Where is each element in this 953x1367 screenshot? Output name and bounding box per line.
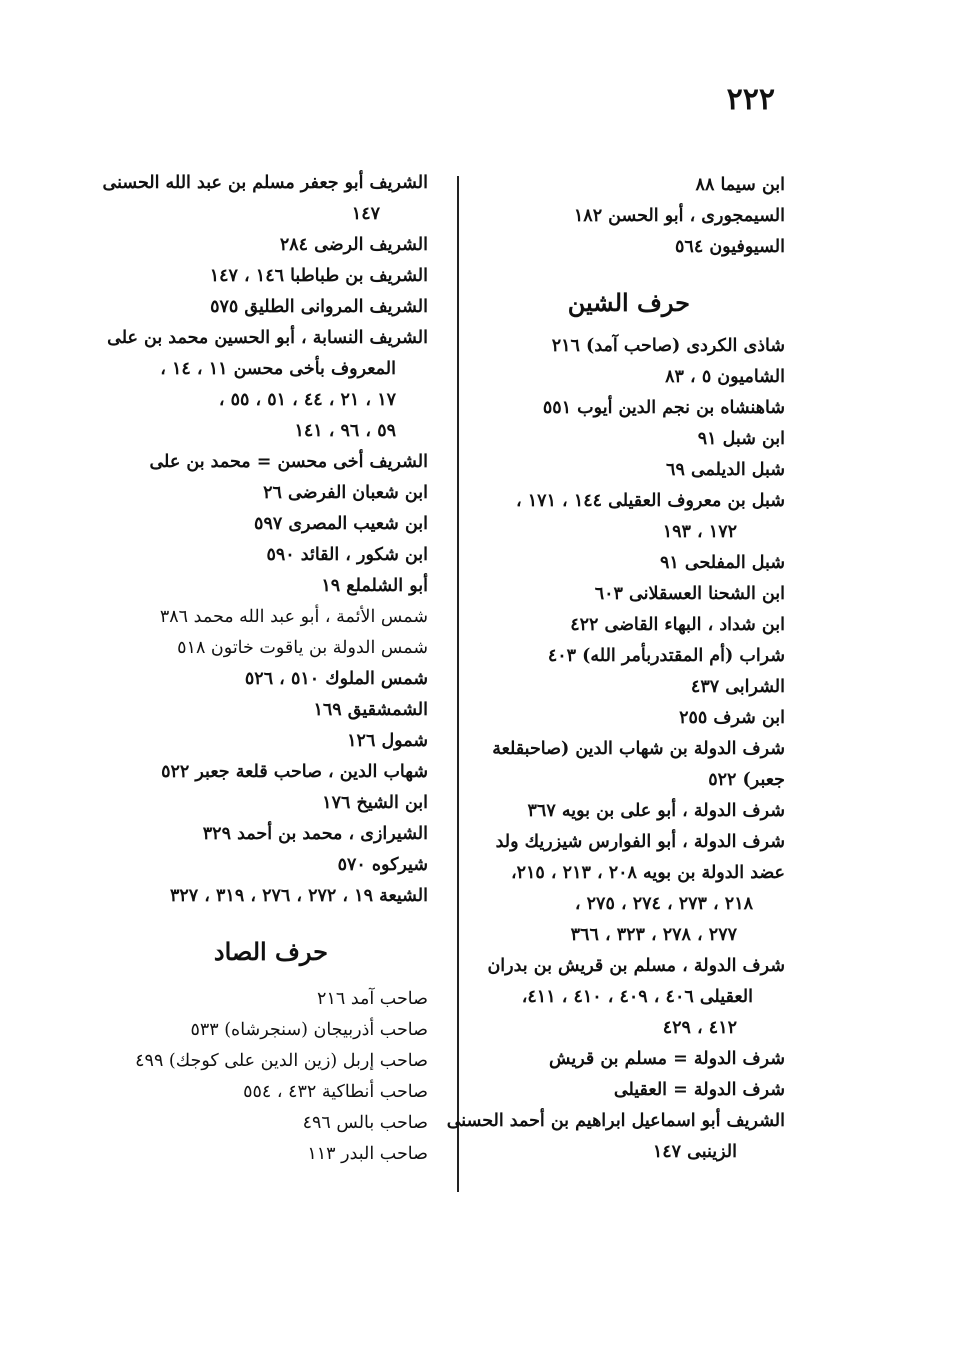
index-entry-continuation: عضد الدولة بن بويه ٢٠٨ ، ٢١٣ ، ٢١٥، bbox=[510, 863, 785, 883]
index-entry: الشريف أبو اسماعيل ابراهيم بن أحمد الحسنى bbox=[446, 1111, 785, 1131]
index-entry: شمول ١٢٦ bbox=[347, 731, 428, 751]
index-entry: صاحب البدر ١١٣ bbox=[307, 1144, 428, 1164]
index-entry-continuation: ١٤٧ bbox=[351, 204, 380, 224]
index-entry: الشريف الرضى ٢٨٤ bbox=[279, 235, 428, 255]
index-entry: الشيعة ١٩ ، ٢٧٢ ، ٢٧٦ ، ٣١٩ ، ٣٢٧ bbox=[169, 886, 428, 906]
index-entry: ابن شداد ، البهاء القاضى ٤٢٢ bbox=[570, 615, 785, 635]
index-entry: شبل بن معروف العقيلى ١٤٤ ، ١٧١ ، bbox=[516, 491, 785, 511]
index-entry-continuation: العقيلى ٤٠٦ ، ٤٠٩ ، ٤١٠ ، ٤١١، bbox=[521, 987, 753, 1007]
index-entry-continuation: ٢٧٧ ، ٢٧٨ ، ٣٢٣ ، ٣٦٦ bbox=[570, 925, 737, 945]
index-entry: شرف الدولة = العقيلى bbox=[613, 1080, 785, 1100]
index-entry: ابن شعبان الفرضى ٢٦ bbox=[263, 483, 428, 503]
index-entry: ابن الشيخ ١٧٦ bbox=[322, 793, 428, 813]
index-entry: الشريف أبو جعفر مسلم بن عبد الله الحسنى bbox=[102, 173, 428, 193]
index-entry: شهاب الدين ، صاحب قلعة جعبر ٥٢٢ bbox=[161, 762, 428, 782]
index-entry-continuation: ٢١٨ ، ٢٧٣ ، ٢٧٤ ، ٢٧٥ ، bbox=[574, 894, 753, 914]
index-entry: ابن شكور ، القائد ٥٩٠ bbox=[266, 545, 428, 565]
index-entry: شمس الملوك ٥١٠ ، ٥٢٦ bbox=[244, 669, 428, 689]
index-entry-continuation: ١٧ ، ٢١ ، ٤٤ ، ٥١ ، ٥٥ ، bbox=[218, 390, 396, 410]
index-entry: شيركوه ٥٧٠ bbox=[337, 855, 428, 875]
index-entry-continuation: ٤١٢ ، ٤٢٩ bbox=[662, 1018, 737, 1038]
column-divider bbox=[457, 176, 459, 1192]
index-entry: شاهنشاه بن نجم الدين أيوب ٥٥١ bbox=[542, 398, 785, 418]
index-entry-continuation: الزينبى ١٤٧ bbox=[652, 1142, 737, 1162]
index-entry: الشريف المروانى الطليق ٥٧٥ bbox=[210, 297, 428, 317]
index-entry-continuation: ٥٩ ، ٩٦ ، ١٤١ bbox=[294, 421, 396, 441]
index-entry: الشاميون ٥ ، ٨٣ bbox=[665, 367, 785, 387]
index-entry: ابن الشحنا العسقلانى ٦٠٣ bbox=[594, 584, 785, 604]
index-entry: شراب (أم المقتدربأمر الله) ٤٠٣ bbox=[547, 646, 785, 666]
section-heading-shin: حرف الشين bbox=[567, 288, 690, 317]
index-entry-continuation: المعروف بأخى محسن ١١ ، ١٤ ، bbox=[160, 359, 396, 379]
index-entry: ابن سيما ٨٨ bbox=[695, 175, 785, 195]
index-entry: صاحب آمد ٢١٦ bbox=[317, 989, 428, 1009]
index-entry: الشيرازى ، محمد بن أحمد ٣٢٩ bbox=[202, 824, 428, 844]
index-entry: ابن شرف ٢٥٥ bbox=[679, 708, 785, 728]
index-entry: شمس الأئمة ، أبو عبد الله محمد ٣٨٦ bbox=[159, 607, 428, 627]
index-entry: السيمجورى ، أبو الحسن ١٨٢ bbox=[573, 206, 785, 226]
index-entry: شرف الدولة ، مسلم بن قريش بن بدران bbox=[487, 956, 785, 976]
index-entry: صاحب بالس ٤٩٦ bbox=[302, 1113, 428, 1133]
index-entry: شرف الدولة = مسلم بن قريش bbox=[549, 1049, 785, 1069]
index-entry: شمس الدولة بن ياقوت خاتون ٥١٨ bbox=[177, 638, 428, 658]
index-entry: شرف الدولة بن شهاب الدين (صاحبقلعة bbox=[492, 739, 785, 759]
index-entry: شرف الدولة ، أبو على بن بويه ٣٦٧ bbox=[527, 801, 785, 821]
index-entry-continuation: ١٧٢ ، ١٩٣ bbox=[662, 522, 737, 542]
index-entry: صاحب إربل (زين الدين على كوجك) ٤٩٩ bbox=[135, 1051, 428, 1071]
index-entry: صاحب أذربيجان (سنجرشاه) ٥٣٣ bbox=[190, 1020, 428, 1040]
index-entry: السيوفيون ٥٦٤ bbox=[675, 237, 785, 257]
index-entry: ابن شبل ٩١ bbox=[697, 429, 785, 449]
index-entry: شاذى الكردى (صاحب آمد) ٢١٦ bbox=[551, 336, 785, 356]
right-column bbox=[446, 170, 785, 1168]
index-entry-continuation: جعبر) ٥٢٢ bbox=[708, 770, 785, 790]
index-entry: الشريف النسابة ، أبو الحسين محمد بن على bbox=[107, 328, 428, 348]
index-entry: الشريف أخى محسن = محمد بن على bbox=[149, 452, 428, 472]
index-entry: الشريف بن طباطبا ١٤٦ ، ١٤٧ bbox=[209, 266, 428, 286]
left-column bbox=[102, 168, 428, 1170]
index-entry: أبو الشلملع ١٩ bbox=[321, 576, 428, 596]
index-entry: ابن شعيب المصرى ٥٩٧ bbox=[254, 514, 428, 534]
index-entry: صاحب أنطاكية ٤٣٢ ، ٥٥٤ bbox=[243, 1082, 428, 1102]
index-entry: شرف الدولة ، أبو الفوارس شيزريك ولد bbox=[495, 832, 785, 852]
section-heading-sad: حرف الصاد bbox=[213, 937, 328, 966]
index-entry: الشمشقيق ١٦٩ bbox=[313, 700, 428, 720]
index-entry: الشرابى ٤٣٧ bbox=[690, 677, 785, 697]
index-entry: شبل الديلمى ٦٩ bbox=[666, 460, 785, 480]
page-number: ٢٢٢ bbox=[726, 82, 775, 117]
index-entry: شبل المفلحى ٩١ bbox=[659, 553, 785, 573]
